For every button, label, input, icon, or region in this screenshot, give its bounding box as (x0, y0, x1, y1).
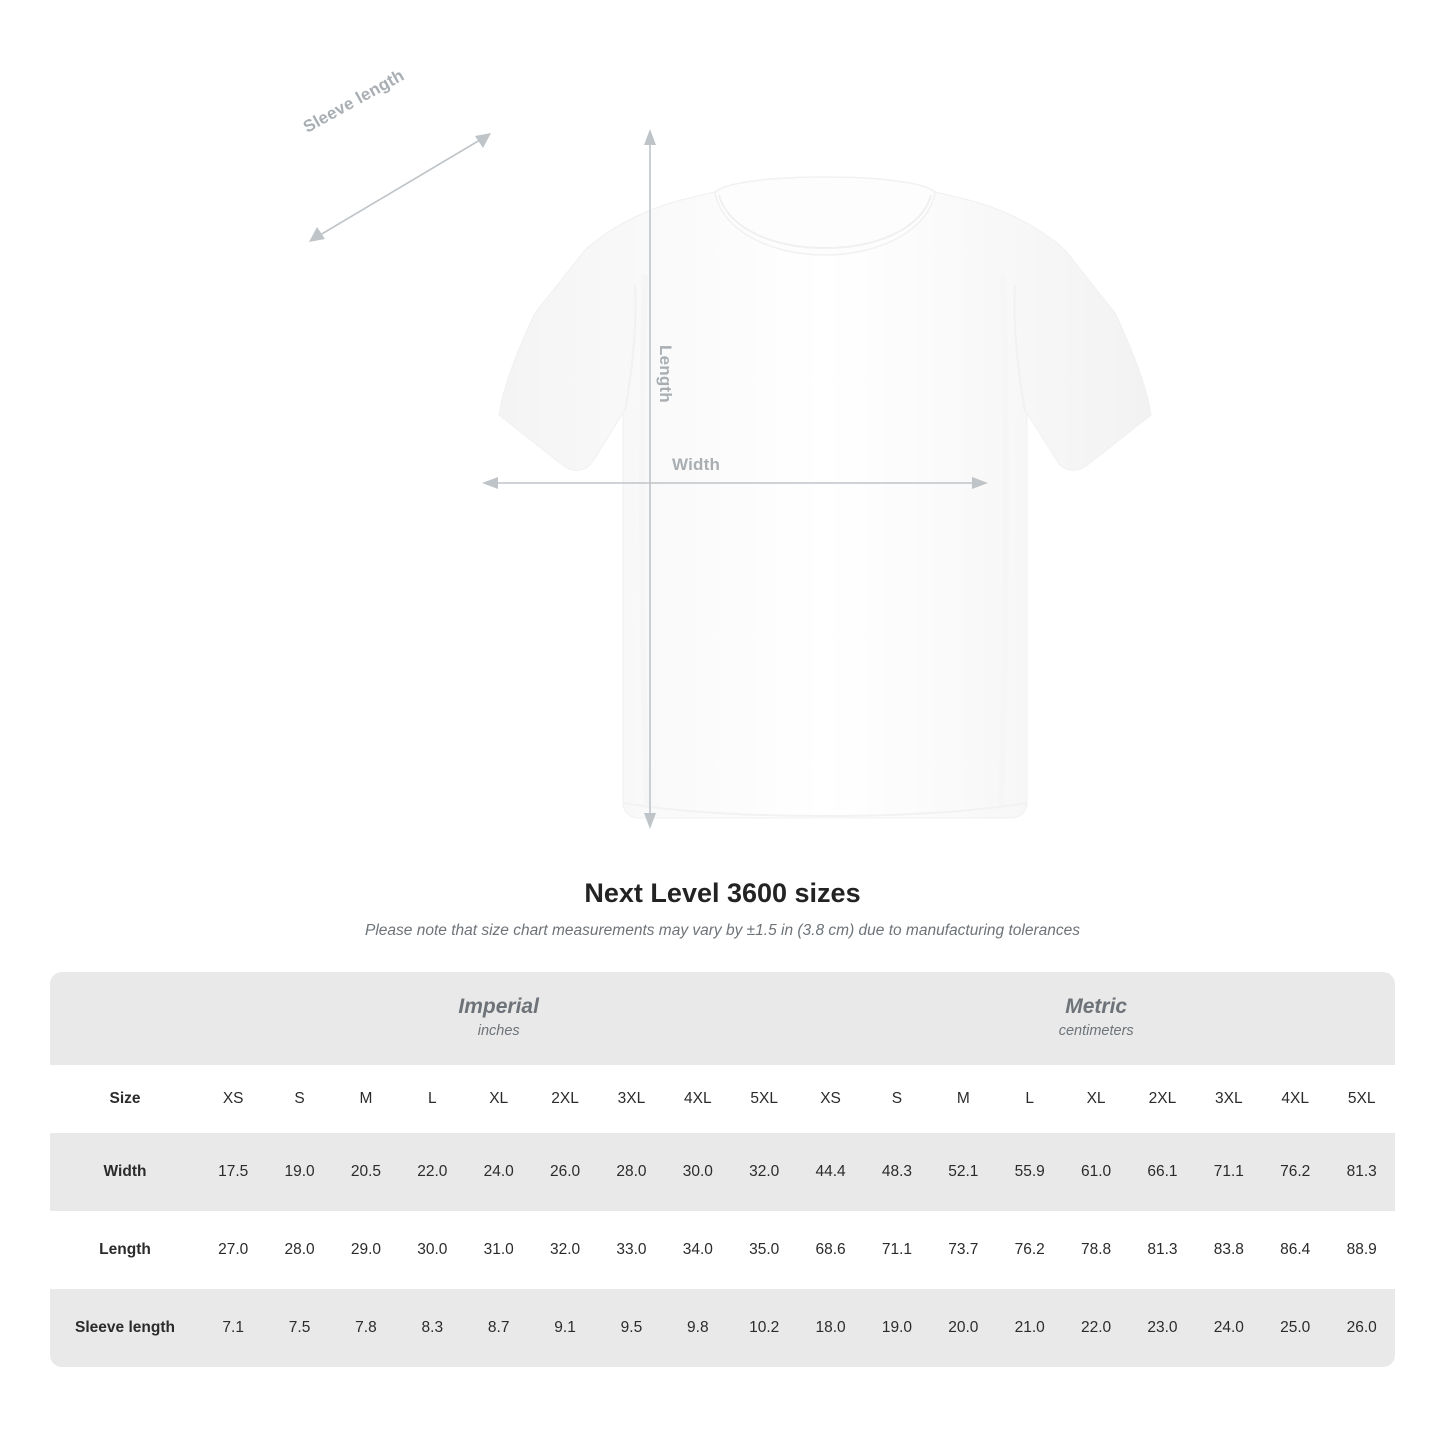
cell-sleeve-metric-m: 20.0 (930, 1289, 996, 1367)
cell-sleeve-imperial-2xl: 9.1 (532, 1289, 598, 1367)
length-label: Length (656, 345, 675, 403)
cell-length-imperial-4xl: 34.0 (665, 1211, 731, 1289)
size-col-metric-l: L (997, 1065, 1063, 1133)
cell-length-imperial-3xl: 33.0 (598, 1211, 664, 1289)
unit-header-blank (50, 972, 200, 1065)
size-col-imperial-s: S (266, 1065, 332, 1133)
cell-sleeve-metric-5xl: 26.0 (1328, 1289, 1395, 1367)
cell-width-imperial-4xl: 30.0 (665, 1133, 731, 1211)
page-title: Next Level 3600 sizes (584, 878, 861, 908)
cell-length-metric-5xl: 88.9 (1328, 1211, 1395, 1289)
cell-length-imperial-5xl: 35.0 (731, 1211, 797, 1289)
table-row (50, 1289, 1395, 1367)
size-col-imperial-m: M (333, 1065, 399, 1133)
cell-sleeve-metric-s: 19.0 (864, 1289, 930, 1367)
table-row (50, 1211, 1395, 1289)
cell-length-imperial-xl: 31.0 (466, 1211, 532, 1289)
cell-width-metric-xs: 44.4 (797, 1133, 863, 1211)
row-header-width: Width (50, 1133, 200, 1211)
cell-sleeve-metric-xs: 18.0 (797, 1289, 863, 1367)
size-col-imperial-xs: XS (200, 1065, 266, 1133)
size-col-metric-4xl: 4XL (1262, 1065, 1328, 1133)
sleeve-length-label: Sleeve length (300, 65, 408, 137)
cell-width-metric-xl: 61.0 (1063, 1133, 1129, 1211)
size-col-metric-2xl: 2XL (1129, 1065, 1195, 1133)
size-header-row (50, 1065, 1395, 1133)
cell-sleeve-imperial-xs: 7.1 (200, 1289, 266, 1367)
cell-length-metric-xl: 78.8 (1063, 1211, 1129, 1289)
cell-width-imperial-2xl: 26.0 (532, 1133, 598, 1211)
cell-width-metric-s: 48.3 (864, 1133, 930, 1211)
unit-header-row (50, 972, 1395, 1065)
size-col-imperial-xl: XL (466, 1065, 532, 1133)
size-col-metric-xl: XL (1063, 1065, 1129, 1133)
cell-width-imperial-m: 20.5 (333, 1133, 399, 1211)
imperial-name: Imperial (458, 994, 539, 1018)
size-col-imperial-l: L (399, 1065, 465, 1133)
row-header-length: Length (50, 1211, 200, 1289)
cell-sleeve-imperial-3xl: 9.5 (598, 1289, 664, 1367)
size-col-imperial-5xl: 5XL (731, 1065, 797, 1133)
size-col-metric-xs: XS (797, 1065, 863, 1133)
cell-sleeve-imperial-xl: 8.7 (466, 1289, 532, 1367)
size-col-imperial-2xl: 2XL (532, 1065, 598, 1133)
size-col-metric-5xl: 5XL (1328, 1065, 1395, 1133)
size-col-metric-m: M (930, 1065, 996, 1133)
cell-width-metric-3xl: 71.1 (1196, 1133, 1262, 1211)
cell-sleeve-metric-2xl: 23.0 (1129, 1289, 1195, 1367)
cell-width-metric-2xl: 66.1 (1129, 1133, 1195, 1211)
cell-length-metric-l: 76.2 (997, 1211, 1063, 1289)
cell-width-metric-l: 55.9 (997, 1133, 1063, 1211)
size-col-metric-s: S (864, 1065, 930, 1133)
cell-sleeve-metric-l: 21.0 (997, 1289, 1063, 1367)
size-col-imperial-3xl: 3XL (598, 1065, 664, 1133)
metric-unit: centimeters (1058, 1023, 1134, 1040)
table-row (50, 1133, 1395, 1211)
cell-width-metric-m: 52.1 (930, 1133, 996, 1211)
row-header-sleeve-length: Sleeve length (50, 1289, 200, 1367)
cell-width-imperial-l: 22.0 (399, 1133, 465, 1211)
cell-length-metric-3xl: 83.8 (1196, 1211, 1262, 1289)
cell-length-imperial-2xl: 32.0 (532, 1211, 598, 1289)
unit-header-imperial (200, 972, 797, 1065)
tolerance-note: Please note that size chart measurements may vary by ±1.5 in (3.8 cm) due to manufacturing tolerances (365, 922, 1080, 939)
cell-length-metric-2xl: 81.3 (1129, 1211, 1195, 1289)
cell-width-imperial-xl: 24.0 (466, 1133, 532, 1211)
cell-sleeve-metric-4xl: 25.0 (1262, 1289, 1328, 1367)
cell-length-metric-m: 73.7 (930, 1211, 996, 1289)
cell-length-imperial-m: 29.0 (333, 1211, 399, 1289)
cell-width-imperial-s: 19.0 (266, 1133, 332, 1211)
cell-width-imperial-xs: 17.5 (200, 1133, 266, 1211)
cell-sleeve-imperial-5xl: 10.2 (731, 1289, 797, 1367)
row-header-size: Size (50, 1065, 200, 1133)
cell-sleeve-imperial-4xl: 9.8 (665, 1289, 731, 1367)
cell-length-metric-4xl: 86.4 (1262, 1211, 1328, 1289)
cell-width-metric-5xl: 81.3 (1328, 1133, 1395, 1211)
cell-sleeve-imperial-l: 8.3 (399, 1289, 465, 1367)
size-table (50, 972, 1395, 1367)
cell-length-imperial-xs: 27.0 (200, 1211, 266, 1289)
imperial-unit: inches (477, 1023, 520, 1040)
width-label: Width (672, 455, 721, 474)
cell-sleeve-metric-3xl: 24.0 (1196, 1289, 1262, 1367)
size-table-wrapper (50, 972, 1395, 1367)
cell-sleeve-metric-xl: 22.0 (1063, 1289, 1129, 1367)
cell-sleeve-imperial-s: 7.5 (266, 1289, 332, 1367)
size-col-metric-3xl: 3XL (1196, 1065, 1262, 1133)
cell-width-metric-4xl: 76.2 (1262, 1133, 1328, 1211)
cell-length-imperial-s: 28.0 (266, 1211, 332, 1289)
cell-length-metric-xs: 68.6 (797, 1211, 863, 1289)
cell-sleeve-imperial-m: 7.8 (333, 1289, 399, 1367)
cell-width-imperial-5xl: 32.0 (731, 1133, 797, 1211)
size-col-imperial-4xl: 4XL (665, 1065, 731, 1133)
unit-header-metric (797, 972, 1395, 1065)
title-block (0, 878, 1445, 940)
cell-length-metric-s: 71.1 (864, 1211, 930, 1289)
cell-length-imperial-l: 30.0 (399, 1211, 465, 1289)
cell-width-imperial-3xl: 28.0 (598, 1133, 664, 1211)
metric-name: Metric (1065, 994, 1128, 1018)
